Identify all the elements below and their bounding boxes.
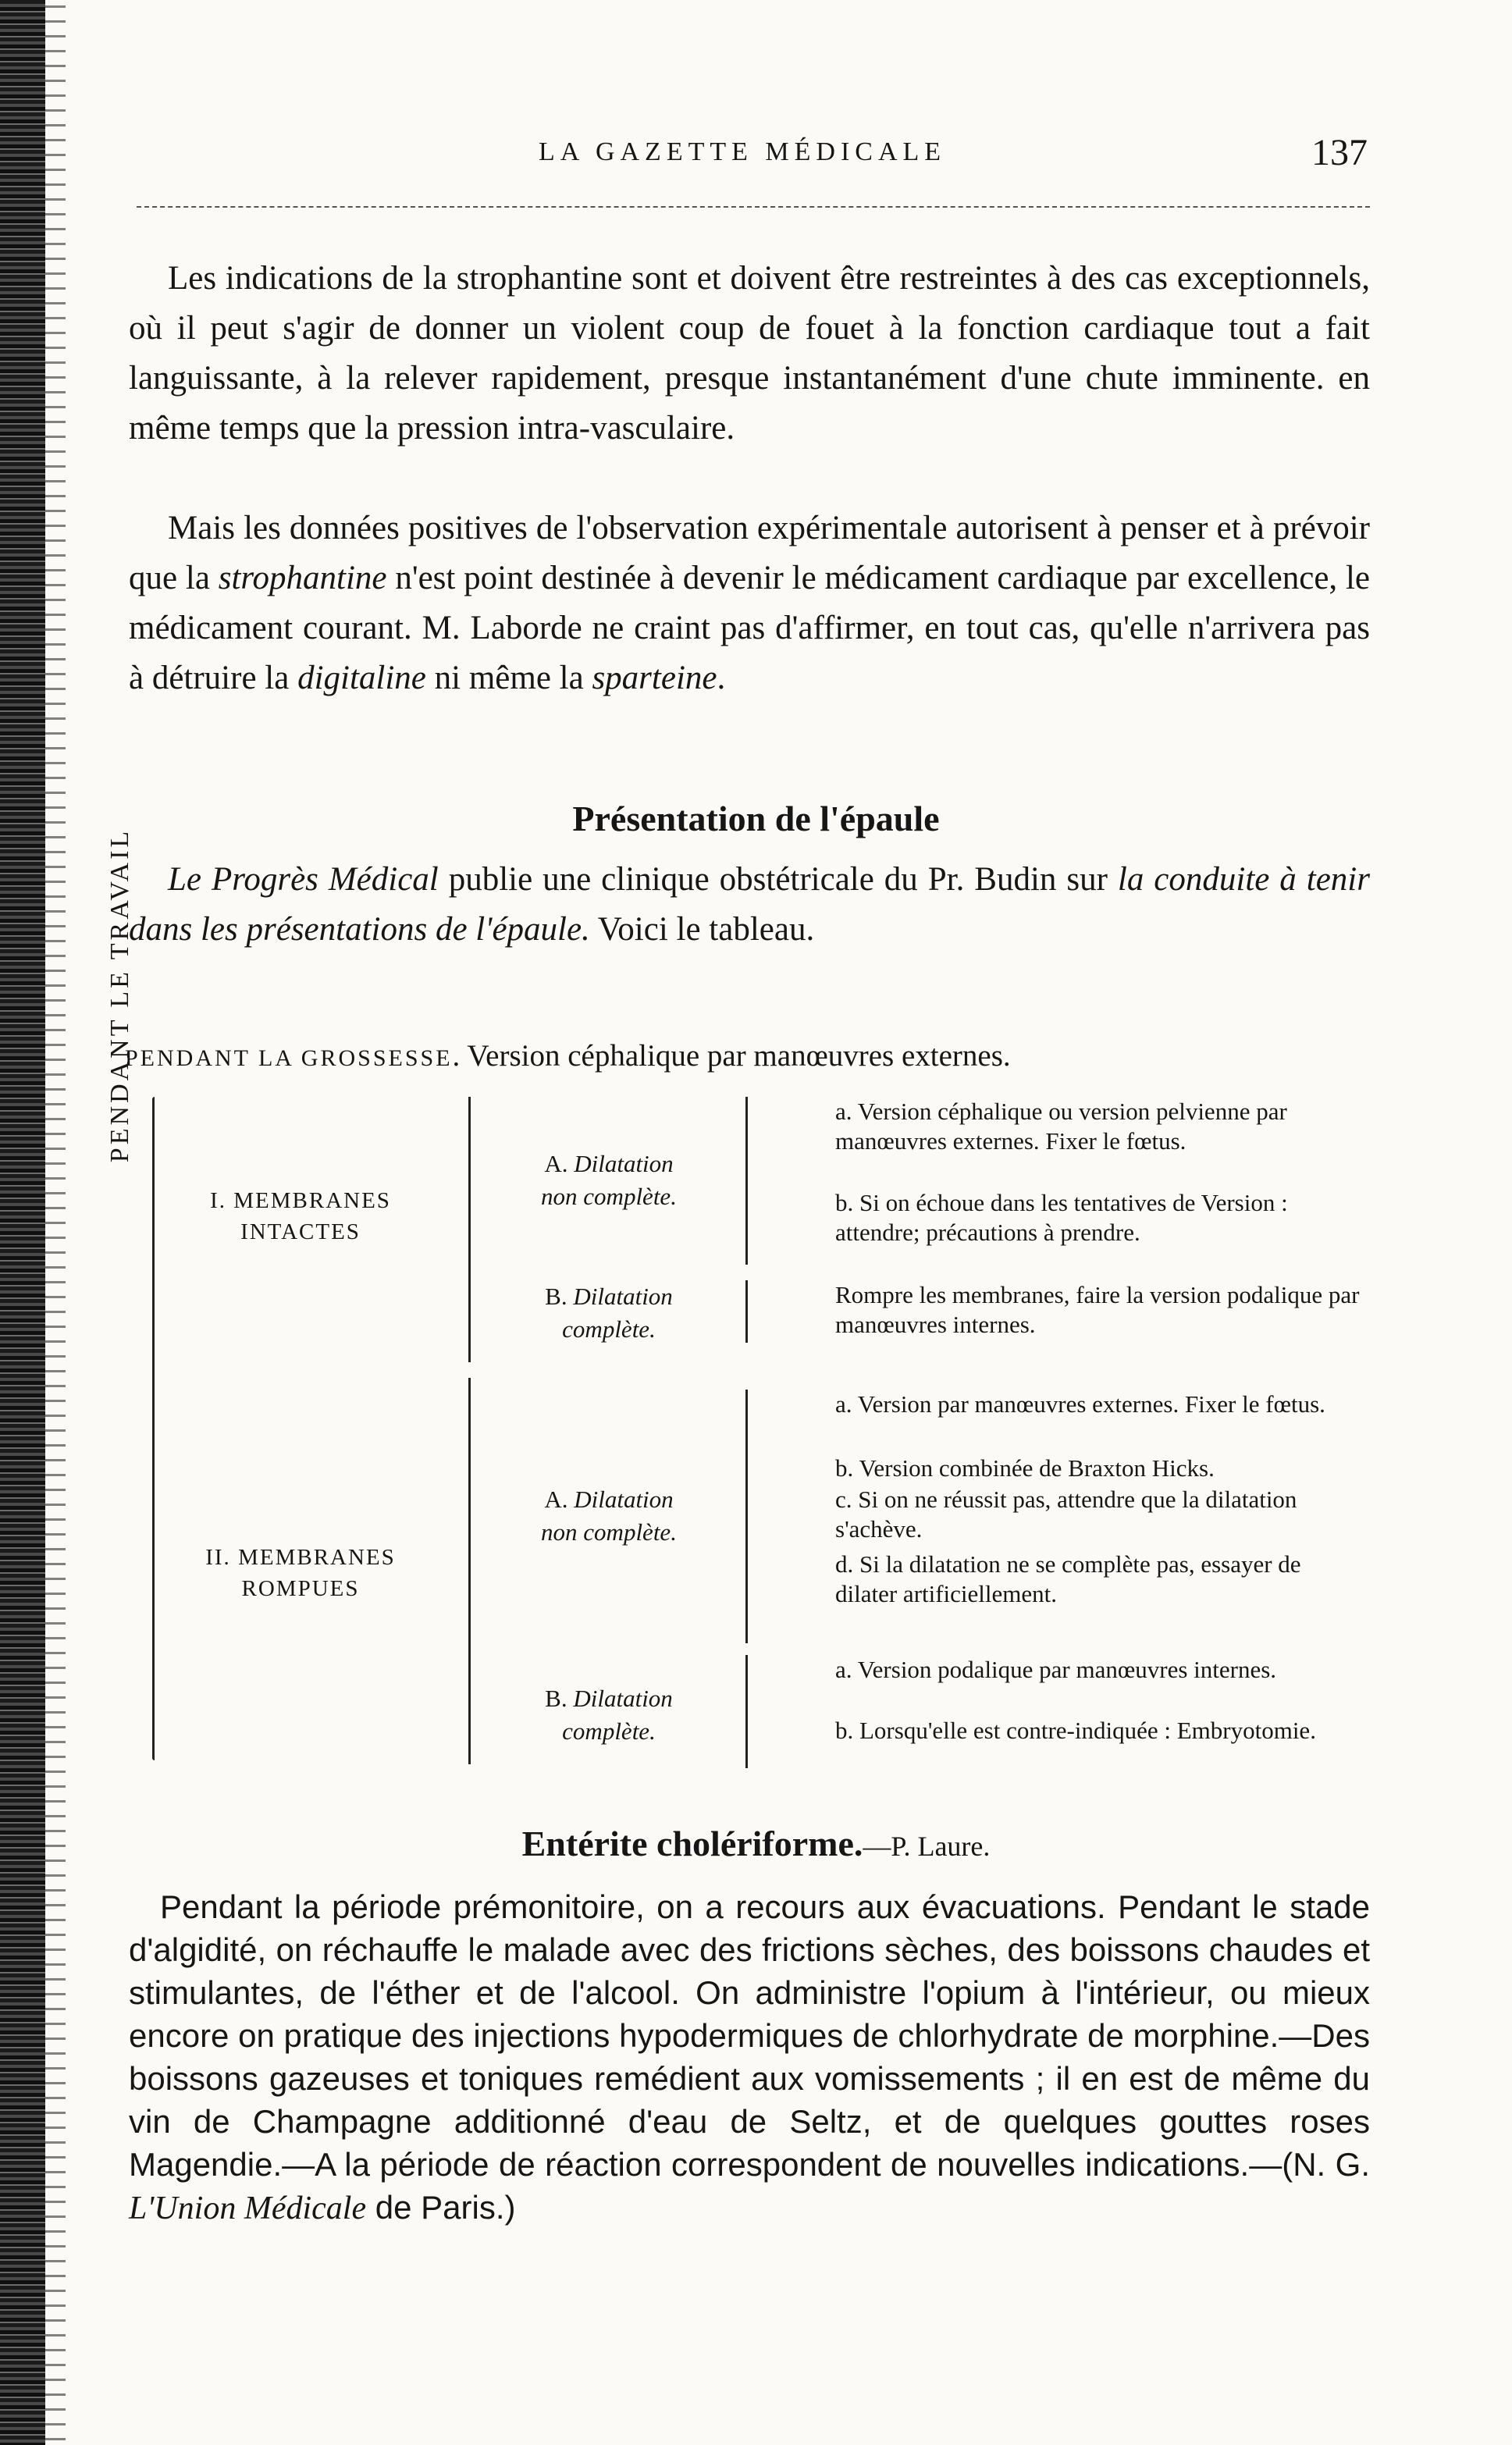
item-ii-a-c [796, 1485, 1366, 1544]
italic-journal: L'Union Médicale [129, 2191, 367, 2226]
numeral: I. [210, 1188, 226, 1213]
item-letter: a. [835, 1098, 852, 1125]
item-ii-a-a [796, 1390, 1366, 1419]
item-text: Rompre les membranes, faire la version podalique par manœuvres internes. [835, 1281, 1360, 1338]
item-ii-a-d [796, 1550, 1366, 1609]
text-run: Pendant la période prémonitoire, on a recours aux évacuations. Pendant le stade d'algidité, on réchauffe le malade avec des frictions sèches, des boissons chaudes et stimulantes, de l'éther et de l'alcool. On administre l'opium à l'intérieur, ou mieux encore on pratique des injections hypodermiques de chlorhydrate de morphine.—Des boissons gazeuses et toniques remédient aux vomissements ; il en est de même du vin de Champagne additionné d'eau de Seltz, et de quelques gouttes roses Magendie.—A la période de réaction correspondent de nouvelles indications.—(N. G. [129, 1888, 1370, 2183]
brace-ii-b [745, 1655, 748, 1768]
page-number: 137 [1311, 132, 1368, 173]
text-run: n'est point destinée à devenir le médicament cardiaque par excellence, le médicament courant. M. Laborde ne craint pas d'affirmer, en tout cas, qu'elle n'arrivera pas à détruire la [129, 560, 1370, 696]
item-i-b [796, 1280, 1366, 1340]
pendant-grossesse-text: . Version céphalique par manœuvres externes. [452, 1039, 1011, 1073]
paragraph-strophantine: Les indications de la strophantine sont et doivent être restreintes à des cas exceptionnels, où il peut s'agir de donner un violent coup de fouet à la fonction cardiaque tout a fait languissante, à la relever rapidement, presque instantanément d'une chute imminente. en même temps que la pression intra-vasculaire. [129, 260, 1370, 447]
brace-i-b [745, 1280, 748, 1343]
item-text: Version combinée de Braxton Hicks. [859, 1454, 1215, 1482]
case-label-ii-a [480, 1483, 738, 1549]
item-i-a-a [796, 1097, 1366, 1156]
item-text: Si la dilatation ne se complète pas, essayer de dilater artificiellement. [835, 1550, 1301, 1607]
outer-brace [152, 1097, 155, 1760]
section-author: —P. Laure. [863, 1831, 991, 1862]
pendant-grossesse-label: PENDANT LA GROSSESSE [125, 1045, 453, 1071]
item-letter: a. [835, 1656, 852, 1683]
text-run: Mais les données positives de l'observation expérimentale autorisent à penser et à prévoir que la [129, 510, 1370, 596]
case-title: Dilatation [574, 1150, 674, 1177]
item-text: Version céphalique ou version pelvienne par manœuvres externes. Fixer le fœtus. [835, 1098, 1287, 1155]
item-letter: b. [835, 1454, 854, 1482]
section-title-text: Entérite cholériforme. [521, 1824, 863, 1863]
brace-membranes-intactes [468, 1097, 471, 1362]
italic-term: sparteine [592, 660, 717, 696]
case-subtitle: non complète. [541, 1183, 677, 1210]
item-letter: a. [835, 1390, 852, 1418]
case-label-i-a [480, 1148, 738, 1213]
item-ii-b-a [796, 1655, 1366, 1685]
paragraph-laborde [129, 504, 1370, 703]
item-ii-b-b [796, 1716, 1366, 1746]
pendant-grossesse-line [125, 1038, 1011, 1073]
membranes-intactes-label [176, 1185, 425, 1247]
item-i-a-b [796, 1188, 1366, 1247]
item-text: Lorsqu'elle est contre-indiquée : Embryotomie. [859, 1717, 1316, 1744]
section-title-epaule: Présentation de l'épaule [572, 799, 940, 838]
case-letter: B. [545, 1685, 567, 1712]
case-letter: A. [544, 1486, 568, 1513]
italic-term: strophantine [218, 560, 387, 596]
case-subtitle: complète. [562, 1315, 656, 1343]
header-rule [137, 206, 1370, 208]
brace-i-a [745, 1097, 748, 1265]
numeral: II. [205, 1545, 231, 1570]
case-title: Dilatation [573, 1685, 673, 1712]
text-run: . [717, 660, 726, 696]
italic-title: la conduite à tenir dans les présentations de l'épaule. [129, 861, 1370, 948]
item-letter: b. [835, 1189, 854, 1216]
item-text: Si on échoue dans les tentatives de Version : attendre; précautions à prendre. [835, 1189, 1288, 1246]
case-letter: A. [544, 1150, 568, 1177]
italic-journal: Le Progrès Médical [168, 861, 439, 898]
label-text: MEMBRANES ROMPUES [238, 1545, 396, 1601]
case-subtitle: non complète. [541, 1518, 677, 1546]
case-letter: B. [545, 1283, 567, 1310]
item-letter: b. [835, 1717, 854, 1744]
case-label-i-b [480, 1280, 738, 1346]
italic-term: digitaline [297, 660, 426, 696]
membranes-rompues-label [176, 1542, 425, 1604]
text-run: Voici le tableau. [589, 911, 815, 948]
page-scan-edge [0, 0, 45, 2445]
item-ii-a-b [796, 1454, 1366, 1483]
paragraph-enterite [129, 1885, 1370, 2230]
item-text: Version podalique par manœuvres internes. [857, 1656, 1277, 1683]
paragraph-budin [129, 855, 1370, 955]
section-title-enterite [0, 1823, 1512, 1864]
page-header [0, 131, 1512, 178]
case-title: Dilatation [573, 1283, 673, 1310]
running-title: LA GAZETTE MÉDICALE [539, 137, 947, 166]
page-scan-edge-shadow [45, 0, 66, 2445]
text-run: de Paris.) [366, 2189, 516, 2226]
brace-membranes-rompues [468, 1378, 471, 1764]
item-letter: c. [835, 1486, 852, 1513]
case-label-ii-b [480, 1682, 738, 1748]
item-text: Version par manœuvres externes. Fixer le fœtus. [857, 1390, 1325, 1418]
pendant-travail-label: PENDANT LE TRAVAIL [105, 827, 134, 1163]
case-subtitle: complète. [562, 1717, 656, 1745]
item-text: Si on ne réussit pas, attendre que la dilatation s'achève. [835, 1486, 1297, 1543]
item-letter: d. [835, 1550, 854, 1578]
text-run: ni même la [425, 660, 592, 696]
text-run: publie une clinique obstétricale du Pr. Budin sur [438, 861, 1118, 898]
brace-ii-a [745, 1390, 748, 1643]
case-title: Dilatation [574, 1486, 674, 1513]
label-text: MEMBRANES INTACTES [233, 1188, 391, 1244]
